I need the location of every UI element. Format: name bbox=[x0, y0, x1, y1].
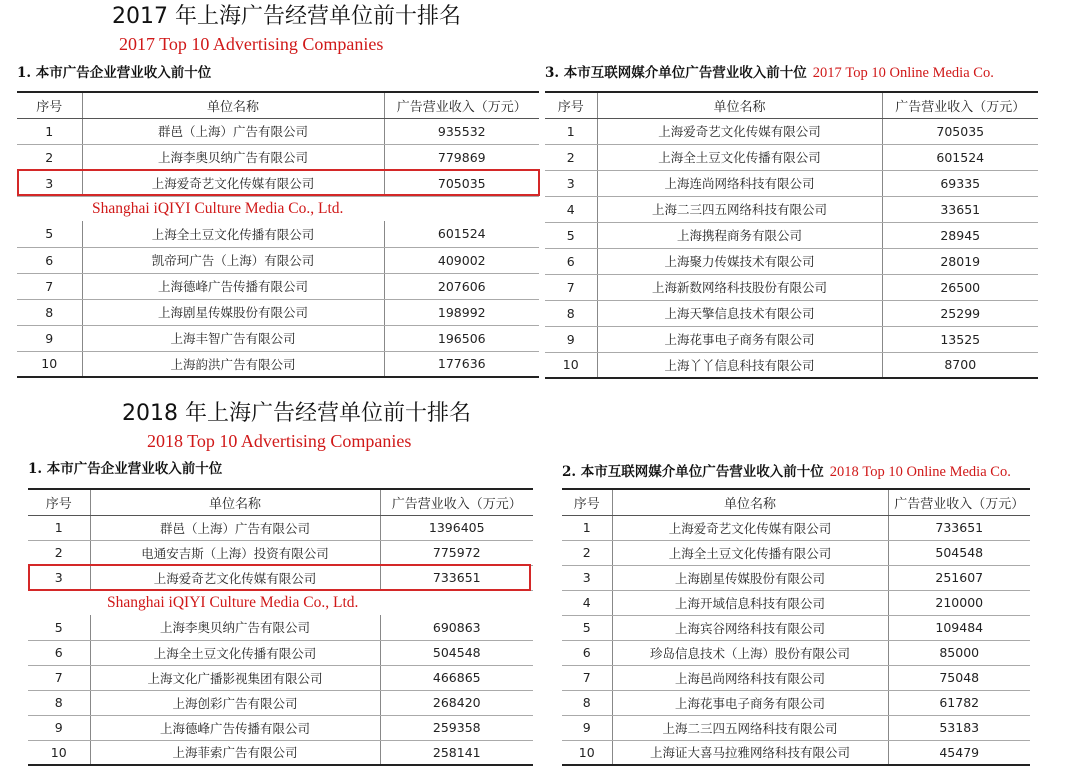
rank-cell: 3 bbox=[562, 565, 612, 590]
table-row bbox=[28, 515, 533, 540]
col-header-rank: 序号 bbox=[562, 489, 612, 515]
company-cell: 上海全土豆文化传播有限公司 bbox=[90, 640, 380, 665]
col-header-company: 单位名称 bbox=[597, 92, 882, 118]
revenue-cell: 61782 bbox=[888, 690, 1030, 715]
col-header-revenue: 广告营业收入（万元） bbox=[380, 489, 533, 515]
rank-cell: 1 bbox=[562, 515, 612, 540]
table-row bbox=[17, 144, 539, 170]
revenue-cell: 935532 bbox=[384, 118, 539, 144]
table-row bbox=[28, 615, 533, 640]
table-row bbox=[545, 248, 1038, 274]
rank-cell: 1 bbox=[28, 515, 90, 540]
rank-cell: 1 bbox=[17, 118, 82, 144]
company-cell: 上海开域信息科技有限公司 bbox=[612, 590, 888, 615]
col-header-rank: 序号 bbox=[28, 489, 90, 515]
rank-cell: 4 bbox=[562, 590, 612, 615]
company-cell: 上海宾谷网络科技有限公司 bbox=[612, 615, 888, 640]
rank-cell: 3 bbox=[17, 170, 82, 196]
revenue-cell: 258141 bbox=[380, 740, 533, 765]
table-row bbox=[562, 590, 1030, 615]
rank-cell: 8 bbox=[545, 300, 597, 326]
rank-cell: 6 bbox=[28, 640, 90, 665]
table-row bbox=[17, 299, 539, 325]
revenue-cell: 69335 bbox=[882, 170, 1038, 196]
revenue-cell: 26500 bbox=[882, 274, 1038, 300]
highlight-caption-row bbox=[28, 590, 533, 615]
company-cell: 上海爱奇艺文化传媒有限公司 bbox=[612, 515, 888, 540]
highlight-caption-row bbox=[17, 196, 539, 221]
col-header-revenue: 广告营业收入（万元） bbox=[384, 92, 539, 118]
company-cell: 上海二三四五网络科技有限公司 bbox=[612, 715, 888, 740]
table-row bbox=[17, 273, 539, 299]
revenue-cell: 198992 bbox=[384, 299, 539, 325]
table-row bbox=[28, 690, 533, 715]
company-cell: 电通安吉斯（上海）投资有限公司 bbox=[90, 540, 380, 565]
rank-cell: 1 bbox=[545, 118, 597, 144]
heading-2018-online-zh: 2. 本市互联网媒介单位广告营业收入前十位 bbox=[562, 464, 824, 480]
table-header-row bbox=[545, 92, 1038, 118]
company-cell: 珍岛信息技术（上海）股份有限公司 bbox=[612, 640, 888, 665]
table-row bbox=[545, 144, 1038, 170]
revenue-cell: 504548 bbox=[888, 540, 1030, 565]
table-row bbox=[562, 515, 1030, 540]
revenue-cell: 259358 bbox=[380, 715, 533, 740]
rank-cell: 6 bbox=[17, 247, 82, 273]
company-cell: 凯帝珂广告（上海）有限公司 bbox=[82, 247, 384, 273]
table-2018-online bbox=[562, 488, 1030, 766]
rank-cell: 2 bbox=[28, 540, 90, 565]
table-row bbox=[28, 640, 533, 665]
revenue-cell: 690863 bbox=[380, 615, 533, 640]
rank-cell: 9 bbox=[17, 325, 82, 351]
heading-2017-online-zh: 3. 本市互联网媒介单位广告营业收入前十位 bbox=[545, 65, 807, 81]
company-cell: 上海爱奇艺文化传媒有限公司 bbox=[597, 118, 882, 144]
company-cell: 上海连尚网络科技有限公司 bbox=[597, 170, 882, 196]
heading-2018-online bbox=[562, 463, 1011, 481]
revenue-cell: 13525 bbox=[882, 326, 1038, 352]
table-row bbox=[562, 540, 1030, 565]
revenue-cell: 705035 bbox=[882, 118, 1038, 144]
revenue-cell: 409002 bbox=[384, 247, 539, 273]
company-cell: 上海文化广播影视集团有限公司 bbox=[90, 665, 380, 690]
revenue-cell: 466865 bbox=[380, 665, 533, 690]
table-row bbox=[545, 196, 1038, 222]
table-row bbox=[562, 665, 1030, 690]
rank-cell: 8 bbox=[562, 690, 612, 715]
rank-cell: 10 bbox=[545, 352, 597, 378]
revenue-cell: 85000 bbox=[888, 640, 1030, 665]
revenue-cell: 8700 bbox=[882, 352, 1038, 378]
company-cell: 上海剧星传媒股份有限公司 bbox=[82, 299, 384, 325]
col-header-revenue: 广告营业收入（万元） bbox=[882, 92, 1038, 118]
table-row bbox=[545, 170, 1038, 196]
table-row bbox=[545, 352, 1038, 378]
company-cell: 上海剧星传媒股份有限公司 bbox=[612, 565, 888, 590]
table-row bbox=[17, 247, 539, 273]
rank-cell: 6 bbox=[545, 248, 597, 274]
revenue-cell: 25299 bbox=[882, 300, 1038, 326]
rank-cell: 8 bbox=[17, 299, 82, 325]
company-cell: 上海菲索广告有限公司 bbox=[90, 740, 380, 765]
revenue-cell: 210000 bbox=[888, 590, 1030, 615]
revenue-cell: 779869 bbox=[384, 144, 539, 170]
company-cell: 群邑（上海）广告有限公司 bbox=[82, 118, 384, 144]
company-cell: 上海全土豆文化传播有限公司 bbox=[612, 540, 888, 565]
rank-cell: 3 bbox=[545, 170, 597, 196]
company-cell: 上海丫丫信息科技有限公司 bbox=[597, 352, 882, 378]
rank-cell: 7 bbox=[28, 665, 90, 690]
table-row-highlighted bbox=[28, 565, 533, 590]
table-row bbox=[562, 615, 1030, 640]
company-cell: 上海丰智广告有限公司 bbox=[82, 325, 384, 351]
table-row bbox=[562, 565, 1030, 590]
table-row bbox=[17, 118, 539, 144]
rank-cell: 10 bbox=[562, 740, 612, 765]
table-2018-advertising bbox=[28, 488, 533, 766]
title-2017: 2017 年上海广告经营单位前十排名 bbox=[112, 4, 461, 29]
table-row bbox=[545, 274, 1038, 300]
table-row bbox=[545, 222, 1038, 248]
col-header-company: 单位名称 bbox=[90, 489, 380, 515]
company-cell: 上海邑尚网络科技有限公司 bbox=[612, 665, 888, 690]
title-2017-en: 2017 Top 10 Advertising Companies bbox=[119, 34, 384, 54]
revenue-cell: 33651 bbox=[882, 196, 1038, 222]
table-2017-advertising bbox=[17, 91, 539, 378]
revenue-cell: 1396405 bbox=[380, 515, 533, 540]
table-row bbox=[28, 715, 533, 740]
table-row bbox=[545, 118, 1038, 144]
table-row bbox=[562, 640, 1030, 665]
company-cell: 上海爱奇艺文化传媒有限公司 bbox=[90, 565, 380, 590]
rank-cell: 4 bbox=[545, 196, 597, 222]
title-2018-en: 2018 Top 10 Advertising Companies bbox=[147, 431, 412, 451]
table-row bbox=[17, 351, 539, 377]
col-header-rank: 序号 bbox=[545, 92, 597, 118]
revenue-cell: 177636 bbox=[384, 351, 539, 377]
rank-cell: 5 bbox=[562, 615, 612, 640]
rank-cell: 2 bbox=[562, 540, 612, 565]
revenue-cell: 109484 bbox=[888, 615, 1030, 640]
revenue-cell: 251607 bbox=[888, 565, 1030, 590]
rank-cell: 10 bbox=[17, 351, 82, 377]
table-row bbox=[562, 690, 1030, 715]
rank-cell: 7 bbox=[17, 273, 82, 299]
rank-cell: 3 bbox=[28, 565, 90, 590]
rank-cell: 5 bbox=[545, 222, 597, 248]
rank-cell: 5 bbox=[28, 615, 90, 640]
revenue-cell: 28019 bbox=[882, 248, 1038, 274]
revenue-cell: 53183 bbox=[888, 715, 1030, 740]
table-2017-online bbox=[545, 91, 1038, 379]
company-cell: 上海全土豆文化传播有限公司 bbox=[82, 221, 384, 247]
revenue-cell: 733651 bbox=[888, 515, 1030, 540]
col-header-company: 单位名称 bbox=[82, 92, 384, 118]
rank-cell: 9 bbox=[545, 326, 597, 352]
rank-cell: 2 bbox=[17, 144, 82, 170]
table-row bbox=[545, 326, 1038, 352]
table-row bbox=[545, 300, 1038, 326]
revenue-cell: 705035 bbox=[384, 170, 539, 196]
revenue-cell: 775972 bbox=[380, 540, 533, 565]
company-cell: 群邑（上海）广告有限公司 bbox=[90, 515, 380, 540]
company-cell: 上海创彩广告有限公司 bbox=[90, 690, 380, 715]
revenue-cell: 504548 bbox=[380, 640, 533, 665]
table-header-row bbox=[28, 489, 533, 515]
heading-2018-online-en: 2018 Top 10 Online Media Co. bbox=[829, 464, 1011, 480]
rank-cell: 10 bbox=[28, 740, 90, 765]
col-header-revenue: 广告营业收入（万元） bbox=[888, 489, 1030, 515]
company-cell: 上海爱奇艺文化传媒有限公司 bbox=[82, 170, 384, 196]
company-cell: 上海天擎信息技术有限公司 bbox=[597, 300, 882, 326]
rank-cell: 2 bbox=[545, 144, 597, 170]
rank-cell: 7 bbox=[562, 665, 612, 690]
revenue-cell: 196506 bbox=[384, 325, 539, 351]
heading-2017-online bbox=[545, 64, 994, 82]
company-cell: 上海新数网络科技股份有限公司 bbox=[597, 274, 882, 300]
highlight-caption-2017: Shanghai iQIYI Culture Media Co., Ltd. bbox=[92, 199, 344, 217]
table-row bbox=[28, 665, 533, 690]
heading-2017-advertising: 1. 本市广告企业营业收入前十位 bbox=[17, 65, 212, 81]
company-cell: 上海二三四五网络科技有限公司 bbox=[597, 196, 882, 222]
table-row bbox=[17, 221, 539, 247]
table-header-row bbox=[562, 489, 1030, 515]
company-cell: 上海证大喜马拉雅网络科技有限公司 bbox=[612, 740, 888, 765]
company-cell: 上海韵洪广告有限公司 bbox=[82, 351, 384, 377]
revenue-cell: 28945 bbox=[882, 222, 1038, 248]
table-row bbox=[562, 740, 1030, 765]
company-cell: 上海携程商务有限公司 bbox=[597, 222, 882, 248]
company-cell: 上海花事电子商务有限公司 bbox=[597, 326, 882, 352]
heading-2018-advertising: 1. 本市广告企业营业收入前十位 bbox=[28, 461, 223, 477]
highlight-caption-2018: Shanghai iQIYI Culture Media Co., Ltd. bbox=[107, 593, 359, 611]
rank-cell: 5 bbox=[17, 221, 82, 247]
table-row bbox=[28, 740, 533, 765]
revenue-cell: 75048 bbox=[888, 665, 1030, 690]
company-cell: 上海李奥贝纳广告有限公司 bbox=[82, 144, 384, 170]
revenue-cell: 268420 bbox=[380, 690, 533, 715]
table-row bbox=[28, 540, 533, 565]
rank-cell: 7 bbox=[545, 274, 597, 300]
rank-cell: 6 bbox=[562, 640, 612, 665]
company-cell: 上海花事电子商务有限公司 bbox=[612, 690, 888, 715]
company-cell: 上海聚力传媒技术有限公司 bbox=[597, 248, 882, 274]
revenue-cell: 733651 bbox=[380, 565, 533, 590]
revenue-cell: 207606 bbox=[384, 273, 539, 299]
company-cell: 上海全土豆文化传播有限公司 bbox=[597, 144, 882, 170]
rank-cell: 9 bbox=[28, 715, 90, 740]
company-cell: 上海李奥贝纳广告有限公司 bbox=[90, 615, 380, 640]
col-header-company: 单位名称 bbox=[612, 489, 888, 515]
table-header-row bbox=[17, 92, 539, 118]
table-row-highlighted bbox=[17, 170, 539, 196]
revenue-cell: 601524 bbox=[384, 221, 539, 247]
revenue-cell: 601524 bbox=[882, 144, 1038, 170]
company-cell: 上海德峰广告传播有限公司 bbox=[82, 273, 384, 299]
rank-cell: 9 bbox=[562, 715, 612, 740]
rank-cell: 8 bbox=[28, 690, 90, 715]
heading-2017-online-en: 2017 Top 10 Online Media Co. bbox=[812, 65, 994, 81]
company-cell: 上海德峰广告传播有限公司 bbox=[90, 715, 380, 740]
col-header-rank: 序号 bbox=[17, 92, 82, 118]
title-2018: 2018 年上海广告经营单位前十排名 bbox=[122, 401, 471, 426]
table-row bbox=[562, 715, 1030, 740]
table-row bbox=[17, 325, 539, 351]
revenue-cell: 45479 bbox=[888, 740, 1030, 765]
